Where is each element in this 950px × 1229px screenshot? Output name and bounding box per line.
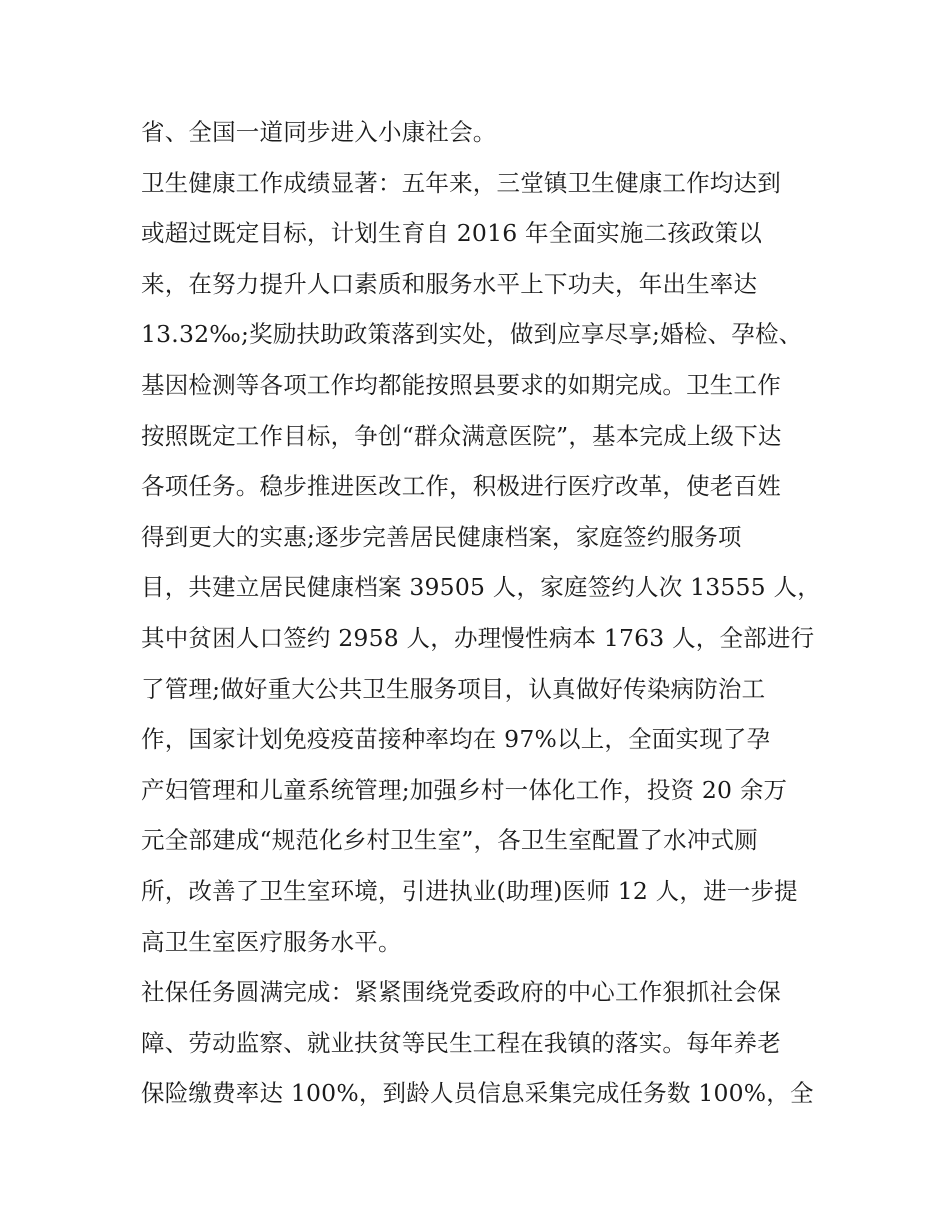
- text-line: 来，在努力提升人口素质和服务水平上下功夫，年出生率达: [141, 269, 758, 298]
- text-line: 或超过既定目标，计划生育自 2016 年全面实施二孩政策以: [141, 219, 763, 248]
- text-line: 基因检测等各项工作均都能按照县要求的如期完成。卫生工作: [141, 370, 781, 399]
- text-line: 所，改善了卫生室环境，引进执业(助理)医师 12 人，进一步提: [141, 876, 798, 905]
- text-line: 社保任务圆满完成：紧紧围绕党委政府的中心工作狠抓社会保: [141, 978, 781, 1007]
- text-line: 按照既定工作目标，争创“群众满意医院”，基本完成上级下达: [141, 421, 782, 450]
- text-line: 省、全国一道同步进入小康社会。: [141, 118, 497, 146]
- text-line: 作，国家计划免疫疫苗接种率均在 97%以上，全面实现了孕: [141, 725, 771, 754]
- text-line: 高卫生室医疗服务水平。: [141, 927, 402, 956]
- text-line: 目，共建立居民健康档案 39505 人，家庭签约人次 13555 人，: [141, 573, 821, 602]
- text-line: 得到更大的实惠;逐步完善居民健康档案，家庭签约服务项: [141, 522, 742, 551]
- text-line: 元全部建成“规范化乡村卫生室”，各卫生室配置了水冲式厕: [141, 826, 758, 855]
- text-line: 了管理;做好重大公共卫生服务项目，认真做好传染病防治工: [141, 674, 766, 703]
- text-line: 障、劳动监察、就业扶贫等民生工程在我镇的落实。每年养老: [141, 1028, 781, 1057]
- text-line: 13.32‰;奖励扶助政策落到实处，做到应享尽享;婚检、孕检、: [141, 320, 803, 349]
- text-line: 各项任务。稳步推进医改工作，积极进行医疗改革，使老百姓: [141, 472, 781, 501]
- text-line: 卫生健康工作成绩显著：五年来，三堂镇卫生健康工作均达到: [141, 168, 781, 197]
- text-line: 保险缴费率达 100%，到龄人员信息采集完成任务数 100%，全: [141, 1079, 814, 1108]
- text-line: 其中贫困人口签约 2958 人，办理慢性病本 1763 人，全部进行: [141, 623, 815, 652]
- text-line: 产妇管理和儿童系统管理;加强乡村一体化工作，投资 20 余万: [141, 775, 788, 804]
- body-text: [141, 107, 831, 1119]
